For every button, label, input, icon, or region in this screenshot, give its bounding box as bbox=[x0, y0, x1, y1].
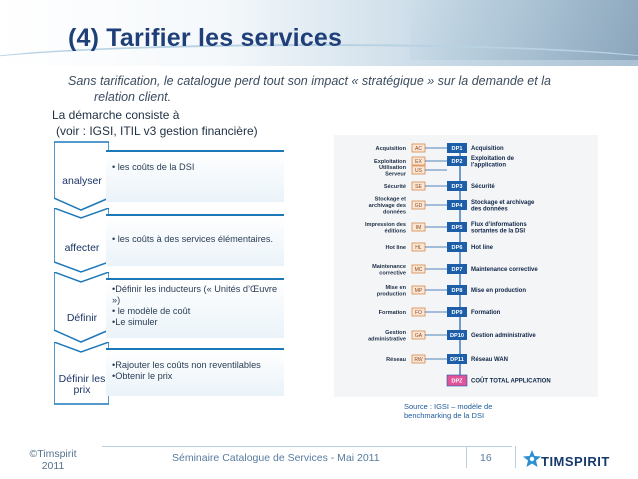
page-number: 16 bbox=[480, 452, 492, 464]
step-4-bullet-1: •Rajouter les coûts non reventilables bbox=[112, 360, 261, 370]
diagram-dp-8: DP8 bbox=[451, 288, 463, 294]
footer-title: Séminaire Catalogue de Services - Mai 2011 bbox=[172, 452, 380, 464]
diagram-right-label-10: Gestion administrative bbox=[471, 333, 536, 339]
diagram-right-label-4: Stockage et archivage des données bbox=[471, 199, 535, 213]
intro-line-2: relation client. bbox=[94, 90, 172, 104]
reference-text: (voir : IGSI, ITIL v3 gestion financière) bbox=[56, 124, 258, 138]
diagram-left-label-8: Mise en production bbox=[376, 284, 406, 298]
lead-text: La démarche consiste à bbox=[52, 108, 180, 122]
step-2-chevron bbox=[54, 208, 109, 274]
diagram-dp-3: DP3 bbox=[451, 184, 463, 190]
step-3-bullet-2: • le modèle de coût bbox=[112, 306, 191, 316]
diagram-dp-1: DP2 bbox=[451, 159, 463, 165]
diagram-dp-0: DP1 bbox=[451, 146, 463, 152]
footer-copyright: ©Timspirit 2011 bbox=[29, 448, 77, 472]
diagram-right-label-0: Acquisition bbox=[471, 146, 504, 152]
step-3-bullet-3: •Le simuler bbox=[112, 317, 158, 327]
timspirit-logo-icon bbox=[521, 449, 543, 469]
diagram-total-label: COÛT TOTAL APPLICATION bbox=[471, 378, 551, 385]
diagram-right-label-7: Maintenance corrective bbox=[471, 267, 538, 273]
diagram-code-1: EX bbox=[415, 159, 422, 165]
diagram-left-label-4: Stockage et archivage des données bbox=[368, 196, 406, 216]
step-2-label: affecter bbox=[64, 242, 100, 254]
diagram-dp-10: DP10 bbox=[450, 333, 464, 339]
diagram-dp-9: DP9 bbox=[451, 310, 463, 316]
diagram-left-label-3: Sécurité bbox=[383, 184, 406, 190]
diagram-left-label-7: Maintenance corrective bbox=[372, 263, 406, 277]
diagram-left-label-5: Impression des éditions bbox=[364, 221, 406, 235]
diagram-code-11: RW bbox=[414, 357, 423, 363]
diagram-right-label-11: Réseau WAN bbox=[471, 357, 509, 363]
diagram-dp-5: DP5 bbox=[451, 225, 463, 231]
diagram-left-label-6: Hot line bbox=[385, 245, 406, 251]
diagram-code-0: AC bbox=[415, 146, 422, 152]
intro-line-1: Sans tarification, le catalogue perd tout son impact « stratégique » sur la demande et la bbox=[68, 74, 551, 88]
diagram-code-3: SE bbox=[415, 184, 422, 190]
slide-title: (4) Tarifier les services bbox=[68, 24, 343, 52]
step-1-box bbox=[106, 150, 284, 202]
step-4-label: Définir les prix bbox=[58, 373, 106, 396]
diagram-code-2: US bbox=[415, 168, 422, 174]
diagram-dp-7: DP7 bbox=[451, 267, 463, 273]
step-2-bullet: • les coûts à des services élémentaires. bbox=[112, 234, 274, 244]
step-3-bullet-1: •Définir les inducteurs (« Unités d’Œuvre ») bbox=[112, 284, 278, 305]
diagram-left-label-10: Gestion administrative bbox=[368, 329, 406, 343]
step-4-box bbox=[106, 348, 284, 396]
footer-divider bbox=[102, 446, 512, 447]
diagram-code-10: GA bbox=[414, 333, 423, 339]
diagram-right-label-3: Sécurité bbox=[471, 184, 495, 190]
source-note: Source : IGSI – modèle de benchmarking de la DSI bbox=[404, 402, 493, 420]
diagram-total-code: DPZ bbox=[451, 378, 463, 385]
diagram-left-label-0: Acquisition bbox=[375, 146, 406, 152]
step-3-text bbox=[112, 284, 284, 328]
diagram-dp-6: DP6 bbox=[451, 245, 463, 251]
step-1-bullet: • les coûts de la DSI bbox=[112, 162, 195, 172]
step-2-box bbox=[106, 214, 284, 266]
diagram-dp-4: DP4 bbox=[451, 203, 463, 209]
diagram-right-label-5: Flux d’informations sortantes de la DSI bbox=[471, 221, 527, 235]
diagram-right-label-1: Exploitation de l’application bbox=[471, 155, 515, 169]
step-4-bullet-2: •Obtenir le prix bbox=[112, 371, 173, 381]
diagram-dp-11: DP11 bbox=[450, 357, 464, 363]
diagram-code-6: HL bbox=[415, 245, 422, 251]
diagram-left-label-1: Exploitation bbox=[373, 159, 406, 165]
step-3-chevron bbox=[54, 272, 109, 344]
step-3-box bbox=[106, 278, 284, 338]
diagram-left-label-11: Réseau bbox=[386, 357, 406, 363]
diagram-right-label-8: Mise en production bbox=[471, 288, 527, 294]
timspirit-logo-text: TIMSPIRIT bbox=[541, 454, 610, 469]
diagram-left-label-2: Utilisation Serveur bbox=[378, 164, 406, 178]
diagram-code-4: GD bbox=[414, 203, 423, 209]
step-1-label: analyser bbox=[62, 175, 102, 187]
step-3-label: Définir bbox=[66, 312, 98, 324]
diagram-code-9: FO bbox=[415, 310, 422, 316]
intro-text bbox=[68, 73, 628, 105]
cost-diagram bbox=[334, 135, 598, 397]
diagram-left-label-9: Formation bbox=[378, 310, 406, 316]
diagram-right-label-6: Hot line bbox=[471, 245, 493, 251]
diagram-code-8: MP bbox=[414, 288, 423, 294]
step-4-text bbox=[112, 360, 284, 382]
diagram-code-7: MC bbox=[414, 267, 423, 273]
diagram-right-label-9: Formation bbox=[471, 310, 501, 316]
diagram-code-5: IM bbox=[415, 225, 422, 231]
